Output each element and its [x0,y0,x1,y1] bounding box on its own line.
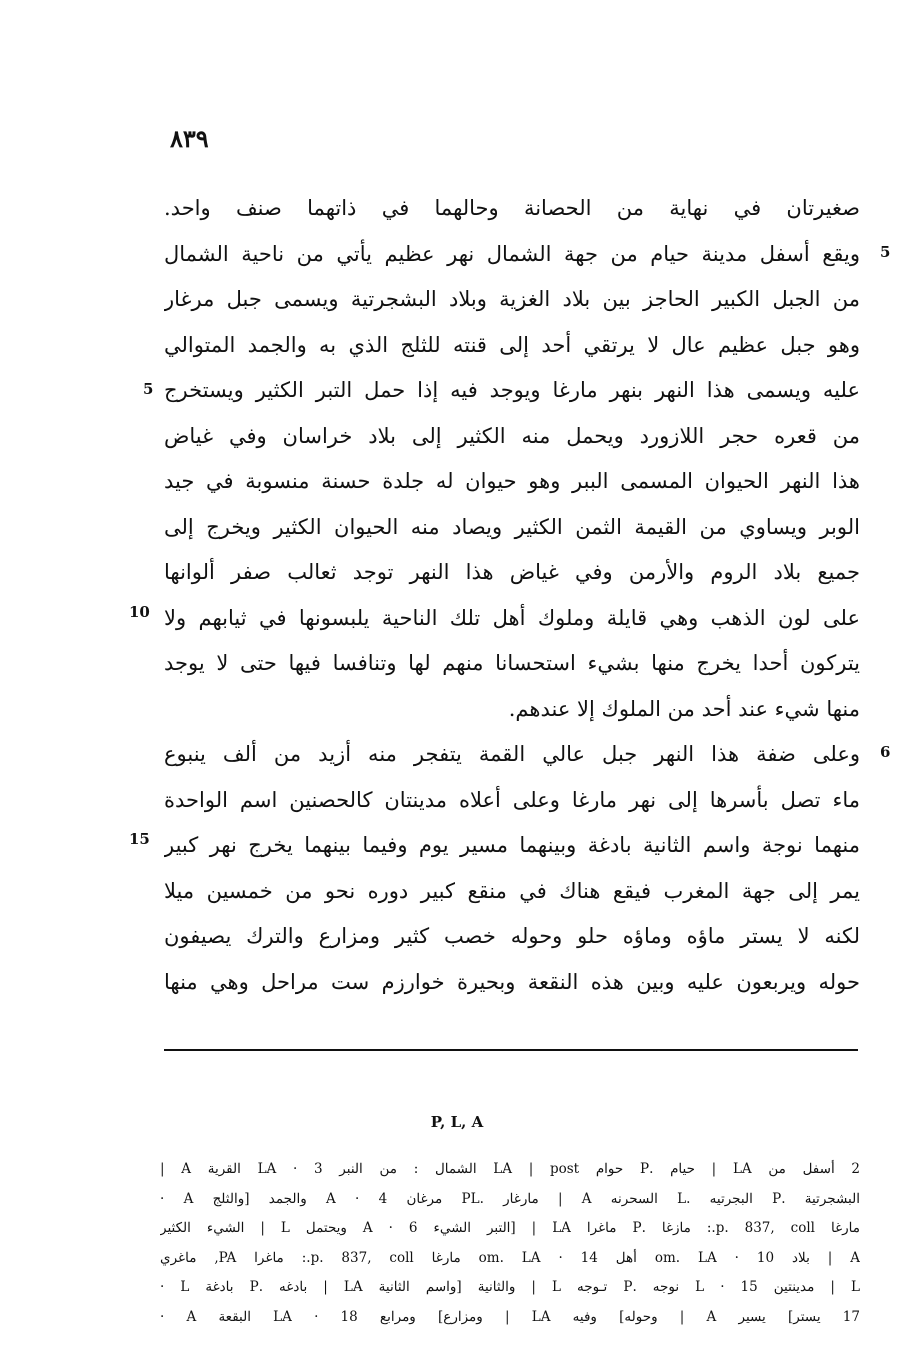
text-line: من قعره حجر اللازورد ويحمل منه الكثير إلى بلاد خراسان وفي غياض [164,423,860,448]
apparatus-line: L | مدينتين L · 15 نوجه .P تـوجه L | والثانية [واسم الثانية LA | بادغه .P بادغة L · [160,1279,860,1295]
apparatus-line: 17 يستر] يسير A | وحوله] وفيه LA | ومزارع] ومرابع LA · 18 البقعة A · [160,1308,860,1325]
text-line: من الجبل الكبير الحاجز بين بلاد الغزية وبلاد البشجرتية ويسمى جبل مرغار [164,287,860,311]
text-line: هذا النهر الحيوان المسمى الببر وهو حيوان له جلدة حسنة منسوبة في جيد [164,469,860,493]
apparatus-line: البشجرتية .P البجرتيه .L السحرنه A | مارغار .PL مرغان A · 4 والجمد [والثلج A · [160,1190,860,1207]
apparatus-line: 2 أسفل من LA | حيام .P حوام LA | post الشمال : من النبر LA · 3 القرية A | [160,1161,860,1177]
text-line: جميع بلاد الروم والأرمن وفي غياض هذا النهر توجد ثعالب صفر ألوانها [164,560,860,584]
text-line: منها شيء عند أحد من الملوك إلا عندهم. [508,696,860,721]
critical-apparatus [160,1155,860,1332]
line-number-15: 15 [129,830,150,848]
footnote-rule [164,1049,858,1051]
text-line: يمر إلى جهة المغرب فيقع هناك في منقع كبير دوره نحو من خمسين ميلا [164,878,860,903]
paragraph-number-5: 5 [880,243,891,261]
manuscript-sigla: P, L, A [430,1113,484,1131]
text-line: لكنه لا يستر ماؤه وماؤه حلو وحوله خصب كثير ومزارع والترك يصيفون [164,924,860,948]
text-line: منهما نوجة واسم الثانية بادغة وبينهما مسير يوم وفيما بينهما يخرج نهر كبير [164,833,860,857]
text-line: وهو جبل عظيم عال لا يرتقي أحد إلى قنته للثلج الذي به والجمد المتوالي [164,332,860,357]
text-line: حوله ويربعون عليه وبين هذه النقعة وبحيرة خوارزم ست مراحل وهي منها [164,969,860,994]
line-number-5: 5 [143,380,154,398]
text-line: عليه ويسمى هذا النهر بنهر مارغا ويوجد فيه إذا حمل التبر الكثير ويستخرج [164,378,860,402]
apparatus-line: A | بلاد om. LA · 10 أهل om. LA · 14 مارغا p. 837, coll.: ماغرا PA, ماغري [160,1249,860,1266]
text-line: صغيرتان في نهاية من الحصانة وحالهما في ذاتهما صنف واحد. [164,196,860,220]
text-line: على لون الذهب وهي قايلة وملوك أهل تلك الناحية يلبسونها في ثيابهم ولا [164,605,860,630]
line-number-10: 10 [129,603,150,621]
text-line: يتركون أحدا يخرج منها بشيء استحسانا منهم لها وتنافسا فيها حتى لا يوجد [164,651,860,675]
page-number: ٨٣٩ [170,124,209,153]
text-line: ويقع أسفل مدينة حيام من جهة الشمال نهر عظيم يأتي من ناحية الشمال [164,241,860,266]
text-line: الوبر ويساوي من القيمة الثمن الكثير ويصاد منه الحيوان الكثير ويخرج إلى [164,514,860,539]
main-text [164,186,860,1005]
paragraph-number-6: 6 [880,743,891,761]
apparatus-line: مارغا p. 837, coll.: مازغا .P ماغرا LA | [التبر الشيء A · 6 ويحتمل L | الشيء الكثير [160,1220,860,1236]
text-line: وعلى ضفة هذا النهر جبل عالي القمة يتفجر منه أزيد من ألف ينبوع [164,742,860,766]
text-line: ماء تصل بأسرها إلى نهر مارغا وعلى أعلاه مدينتان كالحصنين اسم الواحدة [164,787,860,812]
